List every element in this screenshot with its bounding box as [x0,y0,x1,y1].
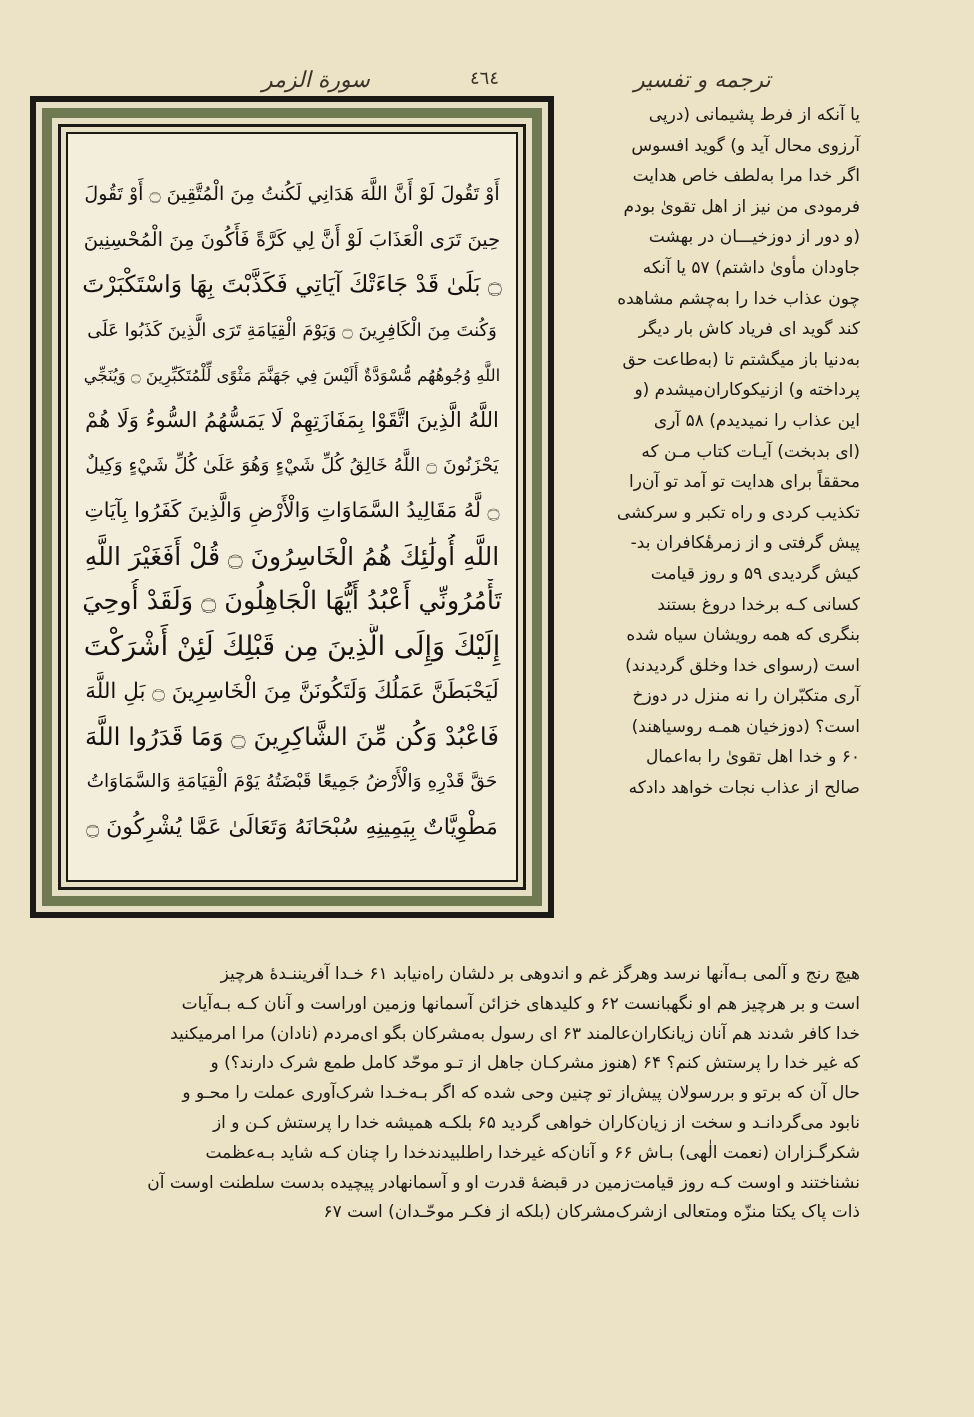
arabic-text [82,172,502,850]
translation-line: که غیر خدا را پرستش کنم؟ ۶۴ (هنوز مشرکـان جاهل از تـو موحّد کامل طمع شرک دارند؟) و [210,1053,860,1074]
arabic-line: ۝ لَّهُ مَقَالِيدُ السَّمَاوَاتِ وَالْأَرْضِ وَالَّذِينَ كَفَرُوا بِآيَاتِ [84,498,500,523]
arabic-line: فَاعْبُدْ وَكُن مِّنَ الشَّاكِرِينَ ۝ وَمَا قَدَرُوا اللَّهَ [84,722,500,752]
translation-line: این عذاب را نمیدیدم) ۵۸ آری [653,410,860,431]
translation-line: ذات پاک یکتا منزّه ومتعالی ازشرک‌مشرکان (بلکه از فکـر موحّـدان) است ۶۷ [323,1202,860,1223]
translation-line: کند گوید ای فریاد کاش بار دیگر [638,319,860,340]
page-number: ٤٦٤ [470,68,500,89]
arabic-line: اللَّهِ أُولَٰئِكَ هُمُ الْخَاسِرُونَ ۝ قُلْ أَفَغَيْرَ اللَّهِ [84,541,500,571]
translation-line: است و بر هرچیز هم او نگهبانست ۶۲ و کلیدهای خزائن آسمانها وزمین اوراست و آنان کـه بـه‌آیات [181,993,860,1014]
quran-text-frame [30,96,554,918]
translation-line: کیش گردیدی ۵۹ و روز قیامت [650,563,860,584]
translation-line: اگر خدا مرا به‌لطف خاص هدایت [632,166,860,187]
arabic-line: اللَّهِ وُجُوهُهُم مُّسْوَدَّةٌ أَلَيْسَ فِي جَهَنَّمَ مَثْوًى لِّلْمُتَكَبِّرِينَ ۝ وَيُنَجِّي [83,365,501,385]
translation-line: نشناختند و اوست کـه روز قیامت‌زمین در قبضهٔ قدرت او و آسمانهادر پیچیده بدست سلطنت اوست آن [147,1172,860,1193]
translation-line: نابود می‌گردانـد و سخت از زیان‌کاران خواهی گردید ۶۵ بلکـه همیشه خدا را پرستش کـن و از [212,1112,860,1133]
translation-line: به‌دنیا باز میگشتم تا (به‌طاعت حق [622,349,860,370]
translation-line: یا آنکه از فرط پشیمانی (درپی [648,105,860,125]
translation-line: فرمودی من نیز از اهل تقویٰ بودم [623,196,860,217]
translation-line: است (رسوای خدا وخلق گردیدند) [625,655,860,676]
translation-line: پرداخته و) ازنیکوکاران‌میشدم (و [634,380,860,401]
translation-line: تکذیب کردی و راه تکبر و سرکشی [616,502,860,523]
translation-line: شکرگـزاران (نعمت الٰهی) بـاش ۶۶ و آنان‌که غیرخدا راطلبیدندخدا را چنان کـه شاید بـه‌عظمت [205,1142,860,1163]
translation-line: خدا کافر شدند هم آنان زیانکاران‌عالمند ۶۳ ای رسول به‌مشرکان بگو ای‌مردم (نادان) مرا امرمیکنید [170,1023,860,1044]
arabic-line: مَطْوِيَّاتٌ بِيَمِينِهِ سُبْحَانَهُ وَتَعَالَىٰ عَمَّا يُشْرِكُونَ ۝ [86,814,498,840]
surah-title: سورة الزمر [262,68,370,93]
translation-line: محققاً برای هدایت تو آمد تو آن‌را [629,472,860,493]
arabic-line: ۝ بَلَىٰ قَدْ جَاءَتْكَ آيَاتِي فَكَذَّبْتَ بِهَا وَاسْتَكْبَرْتَ [82,270,502,299]
arabic-line: وَكُنتَ مِنَ الْكَافِرِينَ ۝ وَيَوْمَ الْقِيَامَةِ تَرَى الَّذِينَ كَذَبُوا عَلَى [87,319,497,341]
translation-line: کسانی کـه برخدا دروغ بستند [657,594,860,615]
arabic-line: حَقَّ قَدْرِهِ وَالْأَرْضُ جَمِيعًا قَبْضَتُهُ يَوْمَ الْقِيَامَةِ وَالسَّمَاوَاتُ [86,771,498,793]
arabic-line: يَحْزَنُونَ ۝ اللَّهُ خَالِقُ كُلِّ شَيْءٍ وَهُوَ عَلَىٰ كُلِّ شَيْءٍ وَكِيلٌ [85,455,499,477]
translation-line: است؟ (دوزخیان همـه روسیاهند) [631,716,860,737]
arabic-line: لَيَحْبَطَنَّ عَمَلُكَ وَلَتَكُونَنَّ مِنَ الْخَاسِرِينَ ۝ بَلِ اللَّهَ [85,679,499,705]
translation-line: آرزوی محال آید و) گوید افسوس [631,135,860,156]
translation-full-width [34,960,860,1228]
translation-line: حال آن که برتو و بررسولان پیش‌از تو چنین وحی شده که اگر بـه‌خـدا شرک‌آوری عملت را محـو و [182,1083,860,1104]
translation-line: (و دور از دوزخیـــان در بهشت [648,227,860,248]
translation-line: ۶۰ و خدا اهل تقویٰ را به‌اعمال [645,747,860,768]
book-title: ترجمه و تفسیر [634,68,771,93]
translation-line: صالح از عذاب نجات خواهد دادکه [628,778,860,799]
translation-line: جاودان مأویٰ داشتم) ۵۷ یا آنکه [642,257,860,278]
translation-column [566,100,860,804]
translation-line: چون عذاب خدا را به‌چشم مشاهده [617,288,860,309]
translation-line: (ای بدبخت) آیـات کتاب مـن که [641,441,860,462]
translation-line: پیش گرفتی و از زمرهٔکافران بد- [630,533,860,554]
arabic-line: أَوْ تَقُولَ لَوْ أَنَّ اللَّهَ هَدَانِي لَكُنتُ مِنَ الْمُتَّقِينَ ۝ أَوْ تَقُولَ [84,183,500,205]
arabic-line: تَأْمُرُونِّي أَعْبُدُ أَيُّهَا الْجَاهِلُونَ ۝ وَلَقَدْ أُوحِيَ [82,585,502,616]
translation-line: بنگری که همه رویشان سیاه شده [626,625,860,646]
arabic-line: حِينَ تَرَى الْعَذَابَ لَوْ أَنَّ لِي كَرَّةً فَأَكُونَ مِنَ الْمُحْسِنِينَ [83,228,501,252]
translation-line: آری متکبّران را نه منزل در دوزخ [632,686,860,707]
arabic-line: إِلَيْكَ وَإِلَى الَّذِينَ مِن قَبْلِكَ لَئِنْ أَشْرَكْتَ [83,630,501,662]
translation-line: هیچ رنج و آلمی بـه‌آنها نرسد وهرگز غم و اندوهی بر دلشان راه‌نیابد ۶۱ خـدا آفریننـدهٔ هرچیز [220,964,860,984]
arabic-line: اللَّهُ الَّذِينَ اتَّقَوْا بِمَفَازَتِهِمْ لَا يَمَسُّهُمُ السُّوءُ وَلَا هُمْ [85,407,499,432]
